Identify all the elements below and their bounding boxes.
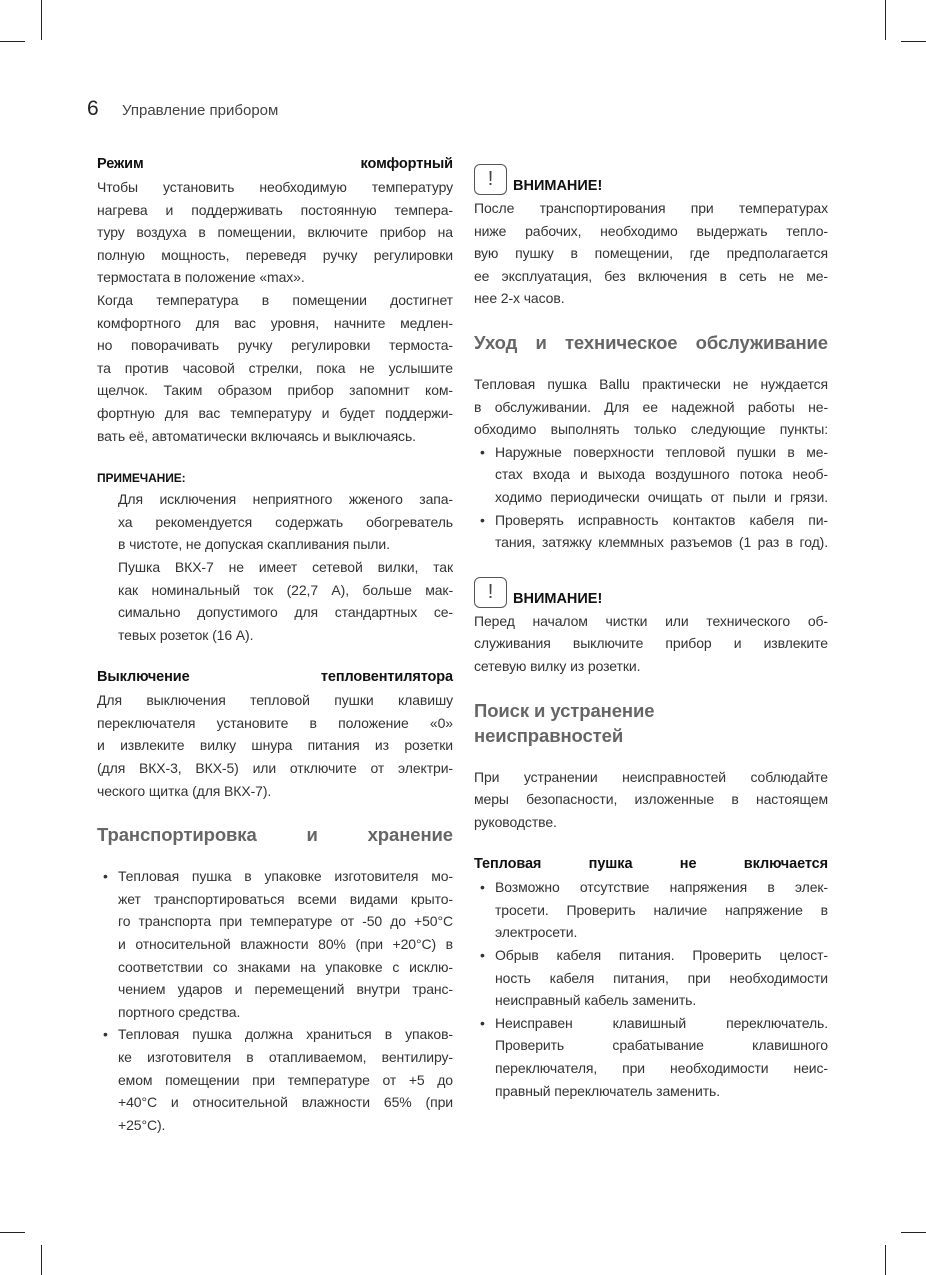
text-line: Возможно отсутствие напряжения в элек- (495, 879, 828, 896)
text-line: переключателя, при необходимости неис- (495, 1060, 828, 1077)
text-line: термостата в положение «max». (97, 269, 305, 286)
bullet-item (97, 865, 453, 1023)
crop-mark (41, 0, 42, 40)
text-line: Проверить срабатывание клавишного (495, 1037, 828, 1054)
paragraph (474, 610, 828, 678)
text-line: та против часовой стрелки, пока не услышите (97, 359, 453, 376)
bullet-icon: • (480, 879, 485, 896)
text-line: комфортного для вас уровня, начните медлен- (97, 314, 453, 331)
text-line: ха рекомендуется содержать обогреватель (118, 513, 453, 530)
text-line: После транспортирования при температурах (474, 200, 828, 216)
text-line: Тепловая пушка Ballu практически не нуждается (474, 375, 828, 392)
text-line: нее 2-х часов. (474, 290, 565, 307)
paragraph (97, 176, 453, 289)
text-line: портного средства. (118, 1003, 241, 1020)
text-line: Пушка ВКХ-7 не имеет сетевой вилки, так (118, 558, 453, 575)
crop-mark (901, 41, 926, 42)
subheading: Режим комфортный (97, 156, 453, 172)
crop-mark (0, 41, 25, 42)
text-line: меры безопасности, изложенные в настоящем (474, 791, 828, 808)
text-line: ее эксплуатация, без включения в сеть не ме- (474, 267, 828, 284)
section-title (474, 698, 828, 748)
paragraph (97, 556, 453, 646)
crop-mark (885, 0, 886, 40)
text-line: в обслуживании. Для ее надежной работы не- (474, 398, 828, 415)
bullet-item (474, 944, 828, 1012)
text-line: обходимо выполнять только следующие пункты: (474, 421, 828, 438)
text-line: ке изготовителя в отапливаемом, вентилиру- (118, 1049, 453, 1065)
text-line: ниже рабочих, необходимо выдержать тепло- (474, 222, 828, 239)
bullet-icon: • (480, 947, 485, 964)
subheading: Тепловая пушка не включается (474, 856, 828, 873)
text-line: фортную для вас температуру и будет поддержи- (97, 404, 453, 421)
bullet-item (474, 876, 828, 944)
text-line: Проверять исправность контактов кабеля пи- (495, 511, 828, 528)
text-line: Неисправен клавишный переключатель. (495, 1014, 828, 1031)
text-line: полную мощность, переведя ручку регулировки (97, 246, 453, 263)
text-line: вать её, автоматически включаясь и выключаясь. (97, 427, 416, 444)
text-line: Обрыв кабеля питания. Проверить целост- (495, 947, 828, 964)
text-line: туру воздуха в помещении, включите прибор на (97, 224, 453, 241)
text-line: Для исключения неприятного жженого запа- (118, 491, 453, 508)
exclamation-icon: ! (474, 577, 507, 608)
text-line: Наружные поверхности тепловой пушки в ме- (495, 443, 828, 460)
text-line: ность кабеля питания, при необходимости (495, 969, 828, 986)
warning-header (474, 574, 828, 608)
text-line: в чистоте, не допуская скапливания пыли. (118, 536, 390, 553)
paragraph (474, 373, 828, 441)
text-line: щелчок. Таким образом прибор запомнит ком- (97, 382, 453, 399)
text-line: жет транспортироваться всеми видами крыто- (118, 890, 453, 907)
text-line: но поворачивать ручку регулировки термоста- (97, 337, 453, 354)
crop-mark (885, 1245, 886, 1275)
text-line: симально допустимого для стандартных се- (118, 604, 453, 621)
text-line: (для ВКХ-3, ВКХ-5) или отключите от электри- (97, 760, 453, 777)
text-line: Тепловая пушка в упаковке изготовителя мо- (118, 868, 453, 885)
section-title: Транспортировка и хранение (97, 824, 453, 846)
bullet-icon: • (103, 868, 108, 885)
text-line: как номинальный ток (22,7 А), больше мак- (118, 581, 453, 598)
bullet-icon: • (480, 443, 485, 460)
text-line: неисправный кабель заменить. (495, 992, 697, 1009)
text-line: чением ударов и перемещений внутри транс- (118, 981, 453, 998)
subheading: Выключение тепловентилятора (97, 669, 453, 686)
left-column (97, 152, 453, 1136)
section-title-line: неисправностей (474, 724, 624, 746)
text-line: При устранении неисправностей соблюдайте (474, 768, 828, 785)
section-title: Уход и техническое обслуживание (474, 331, 828, 353)
paragraph (474, 766, 828, 834)
text-line: ходимо периодически очищать от пыли и грязи. (495, 488, 828, 505)
note-label: ПРИМЕЧАНИЕ: (97, 471, 186, 486)
bullet-item (97, 1023, 453, 1136)
warning-title: ВНИМАНИЕ! (513, 178, 603, 194)
text-line: и относительной влажности 80% (при +20°С) в (118, 936, 453, 953)
bullet-icon: • (480, 511, 485, 528)
text-line: емом помещении при температуре от +5 до (118, 1071, 453, 1088)
warning-header (474, 161, 828, 195)
text-line: Чтобы установить необходимую температуру (97, 179, 453, 195)
text-line: тросети. Проверить наличие напряжение в (495, 901, 828, 918)
paragraph (97, 488, 453, 556)
bullet-item (474, 1012, 828, 1102)
text-line: тания, затяжку клеммных разъемов (1 раз в год). (495, 534, 828, 551)
text-line: Для выключения тепловой пушки клавишу (97, 692, 453, 709)
bullet-icon: • (103, 1026, 108, 1043)
text-line: +40°С и относительной влажности 65% (при (118, 1094, 453, 1111)
bullet-item (474, 441, 828, 509)
text-line: +25°С). (118, 1116, 166, 1133)
paragraph (97, 289, 453, 447)
text-line: руководстве. (474, 813, 557, 830)
text-line: Тепловая пушка должна храниться в упаков- (118, 1026, 453, 1043)
text-line: го транспорта при температуре от -50 до +50°С (118, 913, 453, 930)
running-title: Управление прибором (122, 102, 279, 119)
text-line: ческого щитка (для ВКХ-7). (97, 782, 272, 799)
right-column (474, 161, 828, 1102)
warning-title: ВНИМАНИЕ! (513, 590, 603, 607)
bullet-icon: • (480, 1014, 485, 1031)
text-line: вую пушку в помещении, где предполагается (474, 245, 828, 262)
text-line: нагрева и поддерживать постоянную темпера- (97, 201, 453, 218)
text-line: служивания выключите прибор и извлеките (474, 635, 828, 652)
exclamation-icon: ! (474, 164, 507, 195)
text-line: Перед началом чистки или технического об- (474, 612, 828, 629)
crop-mark (0, 1232, 25, 1233)
text-line: соответствии со знаками на упаковке с исклю- (118, 958, 453, 975)
paragraph (97, 689, 453, 802)
text-line: Когда температура в помещении достигнет (97, 291, 453, 308)
text-line: тевых розеток (16 А). (118, 626, 254, 643)
section-title-line: Поиск и устранение (474, 699, 655, 721)
text-line: и извлеките вилку шнура питания из розетки (97, 737, 453, 754)
page-number: 6 (87, 97, 99, 120)
paragraph (474, 197, 828, 310)
text-line: стах входа и выхода воздушного потока необ- (495, 466, 828, 483)
text-line: сетевую вилку из розетки. (474, 657, 641, 674)
crop-mark (901, 1232, 926, 1233)
bullet-item (474, 509, 828, 554)
text-line: электросети. (495, 924, 578, 941)
text-line: переключателя установите в положение «0» (97, 714, 453, 731)
text-line: правный переключатель заменить. (495, 1082, 721, 1099)
crop-mark (41, 1245, 42, 1275)
